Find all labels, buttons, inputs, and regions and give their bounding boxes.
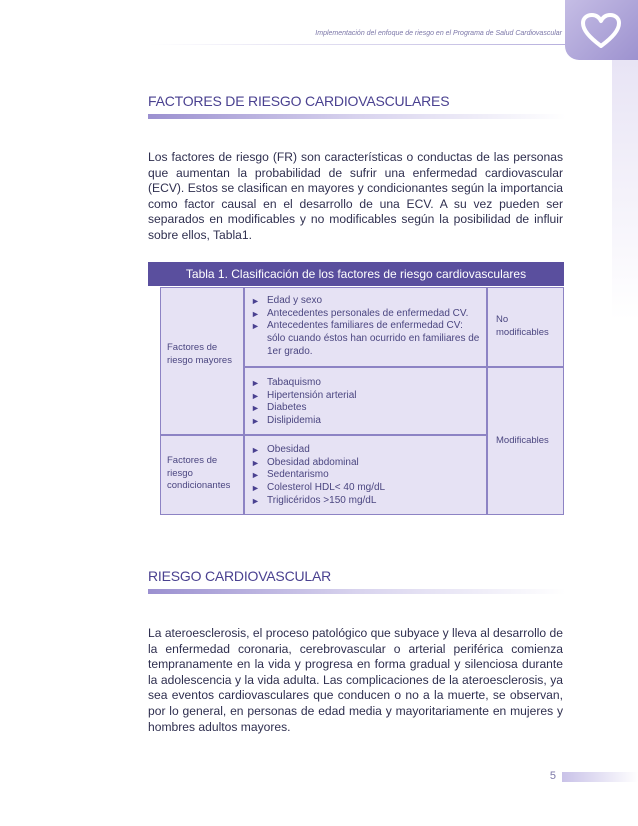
row-label-condicionantes: Factores de riesgo condicionantes [167, 455, 231, 491]
header-rule [150, 44, 565, 45]
triangle-bullet-icon: ► [251, 495, 260, 506]
list-item: ► Sedentarismo [251, 469, 329, 481]
cell-conditioning-factors [244, 435, 487, 515]
corner-badge [565, 0, 638, 60]
row-label-mayores: Factores de riesgo mayores [167, 342, 232, 366]
running-header: Implementación del enfoque de riesgo en el Programa de Salud Cardiovascular [315, 30, 562, 37]
triangle-bullet-icon: ► [251, 445, 260, 455]
list-item: ► Antecedentes personales de enfermedad CV. [251, 307, 469, 319]
cell-no-modificables [487, 287, 564, 367]
side-decoration [612, 60, 638, 320]
list-item: ► Triglicéridos >150 mg/dL [251, 494, 377, 506]
list-item: ► Tabaquismo [251, 377, 321, 388]
triangle-bullet-icon: ► [251, 403, 260, 414]
list-item: ► Obesidad [251, 444, 310, 455]
cell-no-modifiable-factors [244, 287, 487, 367]
triangle-bullet-icon: ► [251, 378, 260, 388]
cell-mayores-label [160, 287, 244, 435]
triangle-bullet-icon: ► [251, 308, 260, 319]
list-item: ► Antecedentes familiares de enfermedad CV: sólo cuando éstos han ocurrido en familiares de 1er grado. [251, 320, 480, 357]
list-item: ► Hipertensión arterial [251, 389, 357, 401]
label-modificables: Modificables [496, 435, 549, 446]
footer-bar [562, 772, 638, 782]
triangle-bullet-icon: ► [251, 390, 260, 401]
list-item: ► Dislipidemia [251, 415, 321, 427]
triangle-bullet-icon: ► [251, 457, 260, 468]
heart-icon [581, 13, 621, 49]
list-item: ► Colesterol HDL< 40 mg/dL [251, 482, 386, 494]
section-rule [148, 589, 566, 594]
triangle-bullet-icon: ► [251, 416, 260, 427]
conditioning-list [251, 444, 483, 508]
table-title: Tabla 1. Clasificación de los factores de riesgo cardiovasculares [148, 262, 564, 286]
triangle-bullet-icon: ► [251, 296, 260, 306]
list-item: ► Obesidad abdominal [251, 456, 359, 468]
section-title-factores: FACTORES DE RIESGO CARDIOVASCULARES [148, 93, 450, 109]
cell-modificables [487, 367, 564, 515]
section-title-riesgo: RIESGO CARDIOVASCULAR [148, 568, 332, 584]
body-paragraph: La ateroesclerosis, el proceso patológico que subyace y lleva al desarrollo de la enfermedad coronaria, cerebrovascular o arterial periférica comienza tempranamente en la vida y progresa en forma gradual y silenciosa durante la adolescencia y la vida adulta. Las complicaciones de la ateroesclerosis, ya sea eventos cardiovasculares que conducen o no a la muerte, se observan, por lo general, en personas de edad media y mayoritariamente en mujeres y hombres adultos mayores. [148, 626, 563, 734]
modifiable-major-list [251, 377, 483, 428]
label-no-modificables: No modificables [496, 314, 549, 338]
list-item: ► Edad y sexo [251, 295, 323, 306]
list-item: ► Diabetes [251, 402, 307, 414]
triangle-bullet-icon: ► [251, 483, 260, 494]
triangle-bullet-icon: ► [251, 470, 260, 481]
cell-condicionantes-label [160, 435, 244, 515]
intro-paragraph: Los factores de riesgo (FR) son características o conductas de las personas que aumentan la probabilidad de sufrir una enfermedad cardiovascular (ECV). Estos se clasifican en mayores y condicionantes según la importancia como factor causal en el desarrollo de una ECV. A su vez pueden ser separados en modificables y no modificables según la posibilidad de influir sobre ellos, Tabla1. [148, 150, 563, 242]
no-modifiable-list [251, 295, 483, 359]
cell-modifiable-major [244, 367, 487, 435]
section-rule [148, 114, 566, 119]
triangle-bullet-icon: ► [251, 321, 260, 332]
page-number: 5 [549, 770, 556, 782]
